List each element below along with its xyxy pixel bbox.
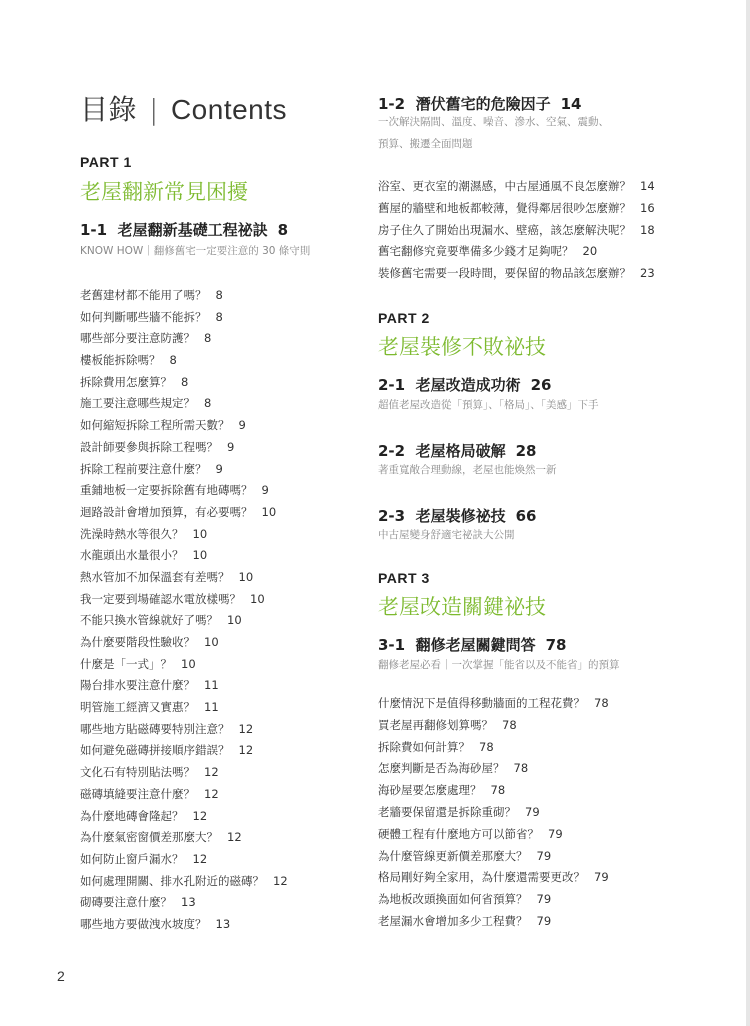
toc-entry-page: 13 [181, 895, 196, 910]
section-2-2-subtitle: 著重寬敞合理動線，老屋也能煥然一新 [378, 464, 557, 476]
toc-entry-question: 為地板改頭換面如何省預算？ [378, 892, 528, 907]
section-title: 老屋裝修祕技 [415, 507, 506, 525]
toc-entry-question: 老舊建材都不能用了嗎？ [80, 288, 207, 302]
toc-entry[interactable] [80, 719, 288, 741]
toc-entry[interactable] [80, 480, 288, 502]
toc-entry-question: 我一定要到場確認水電放樣嗎？ [80, 591, 241, 606]
section-code: 3-1 [378, 636, 406, 654]
toc-entry-question: 浴室、更衣室的潮濕感，中古屋通風不良怎麼辦？ [378, 179, 631, 193]
toc-entry-question: 怎麼判斷是否為海砂屋？ [378, 761, 505, 776]
toc-entry-question: 不能只換水管線就好了嗎？ [80, 613, 218, 628]
toc-entry-page: 12 [227, 830, 242, 845]
section-page: 66 [515, 507, 537, 525]
toc-entry[interactable] [80, 762, 288, 784]
toc-entry[interactable] [80, 632, 288, 654]
section-1-2-subtitle-line1: 一次解決隔間、溫度、噪音、滲水、空氣、震動、 [378, 116, 609, 128]
toc-entry-page: 10 [181, 656, 196, 671]
toc-entry-question: 洗澡時熱水等很久？ [80, 526, 184, 541]
toc-entry[interactable] [80, 871, 288, 893]
toc-entry[interactable] [80, 524, 288, 546]
toc-entry-page: 79 [536, 892, 552, 907]
toc-entry-question: 硬體工程有什麼地方可以節省？ [378, 826, 539, 841]
toc-entry-page: 79 [594, 870, 609, 885]
toc-entry[interactable] [378, 198, 655, 220]
section-1-2-items [378, 176, 655, 285]
toc-entry-question: 舊屋的牆壁和地板都較薄，覺得鄰居很吵怎麼辦？ [378, 200, 631, 215]
toc-entry[interactable] [80, 675, 288, 697]
toc-entry-question: 為什麼管線更新價差那麼大？ [378, 848, 528, 863]
section-2-1-subtitle: 超值老屋改造從「預算」、「格局」、「美感」下手 [378, 399, 599, 411]
toc-entry-question: 什麼情況下是值得移動牆面的工程花費？ [378, 696, 585, 710]
toc-entry-page: 9 [215, 461, 223, 476]
toc-entry-page: 78 [490, 783, 506, 798]
toc-entry-page: 8 [204, 396, 212, 411]
toc-entry-page: 12 [204, 786, 219, 801]
toc-entry-page: 11 [204, 700, 219, 715]
toc-entry[interactable] [378, 693, 609, 715]
toc-entry-question: 重鋪地板一定要拆除舊有地磚嗎？ [80, 483, 253, 498]
toc-entry-page: 10 [238, 569, 254, 584]
toc-entry[interactable] [80, 914, 288, 936]
toc-entry-question: 拆除費如何計算？ [378, 739, 470, 754]
part1-title: 老屋翻新常見困擾 [80, 180, 248, 204]
page-title [80, 88, 287, 128]
toc-entry-page: 12 [238, 721, 254, 736]
toc-entry[interactable] [80, 827, 288, 849]
title-en: Contents [170, 94, 288, 125]
section-1-1-heading[interactable] [80, 219, 288, 240]
toc-entry-question: 如何縮短拆除工程所需天數？ [80, 418, 230, 433]
toc-entry-question: 房子住久了開始出現漏水、壁癌，該怎麼解決呢？ [378, 222, 631, 237]
section-2-2-heading[interactable] [378, 440, 536, 461]
toc-entry-page: 20 [582, 244, 598, 259]
toc-entry-question: 水龍頭出水量很小？ [80, 548, 184, 563]
toc-entry-page: 9 [238, 418, 246, 433]
section-code: 1-2 [378, 95, 406, 113]
toc-entry-page: 10 [250, 591, 265, 606]
toc-entry-question: 設計師要參與拆除工程嗎？ [80, 439, 218, 454]
toc-entry[interactable] [80, 610, 288, 632]
toc-entry[interactable] [378, 867, 609, 889]
toc-entry[interactable] [80, 285, 288, 307]
toc-entry-question: 格局剛好夠全家用，為什麼還需要更改？ [378, 870, 585, 885]
toc-entry-question: 陽台排水要注意什麼？ [80, 678, 195, 693]
section-code: 2-2 [378, 442, 406, 460]
section-code: 2-3 [378, 507, 406, 525]
toc-entry-page: 10 [261, 504, 277, 519]
toc-entry-question: 買老屋再翻修划算嗎？ [378, 717, 493, 732]
section-3-1-subtitle: 翻修老屋必看｜一次掌握「能省以及不能省」的預算 [378, 659, 620, 671]
toc-entry-page: 9 [261, 483, 269, 498]
toc-entry-page: 13 [215, 916, 231, 931]
toc-entry-page: 18 [640, 222, 655, 237]
toc-entry[interactable] [378, 911, 609, 933]
title-separator: | [149, 93, 159, 126]
toc-entry[interactable] [378, 758, 609, 780]
toc-entry-page: 79 [536, 848, 552, 863]
toc-entry-page: 12 [238, 743, 254, 758]
toc-entry-question: 拆除工程前要注意什麼？ [80, 461, 207, 476]
toc-entry[interactable] [378, 824, 609, 846]
toc-entry-question: 如何防止窗戶漏水？ [80, 851, 184, 866]
toc-entry[interactable] [378, 176, 655, 198]
toc-entry-question: 迴路設計會增加預算，有必要嗎？ [80, 504, 253, 519]
toc-entry-question: 如何判斷哪些牆不能拆？ [80, 309, 207, 324]
toc-entry[interactable] [80, 328, 288, 350]
toc-entry-page: 10 [204, 635, 219, 649]
toc-entry-question: 為什麼地磚會隆起？ [80, 808, 184, 823]
toc-entry[interactable] [80, 589, 288, 611]
toc-entry-question: 明管施工經濟又實惠？ [80, 700, 195, 715]
title-zh: 目錄 [80, 93, 138, 126]
section-page: 28 [515, 442, 537, 460]
toc-entry-question: 如何處理開關、排水孔附近的磁磚？ [80, 873, 264, 888]
section-1-1-items [80, 285, 288, 936]
toc-entry-page: 79 [525, 804, 540, 819]
section-1-2-subtitle-line2: 預算、搬遷全面問題 [378, 138, 473, 150]
toc-entry-page: 12 [192, 851, 208, 866]
toc-entry-page: 8 [215, 309, 223, 324]
toc-entry-question: 文化石有特別貼法嗎？ [80, 765, 195, 780]
part2-label: PART 2 [378, 310, 430, 326]
part3-title: 老屋改造關鍵祕技 [378, 595, 546, 619]
toc-entry-page: 9 [227, 439, 235, 454]
toc-entry[interactable] [378, 220, 655, 242]
toc-entry-page: 14 [640, 179, 655, 193]
section-2-3-subtitle: 中古屋變身舒適宅祕訣大公開 [378, 529, 515, 541]
toc-entry-page: 16 [640, 200, 655, 215]
toc-entry[interactable] [378, 263, 655, 285]
toc-entry[interactable] [80, 393, 288, 415]
toc-entry-question: 拆除費用怎麼算？ [80, 374, 172, 389]
toc-entry-page: 79 [548, 826, 563, 841]
toc-entry-page: 12 [204, 765, 219, 780]
toc-entry[interactable] [80, 545, 288, 567]
toc-entry-question: 砌磚要注意什麼？ [80, 895, 172, 910]
toc-entry[interactable] [80, 415, 288, 437]
toc-entry[interactable] [80, 459, 288, 481]
toc-entry-page: 12 [273, 873, 288, 888]
page-number: 2 [57, 968, 65, 984]
toc-entry-page: 78 [502, 717, 517, 732]
toc-entry[interactable] [80, 437, 288, 459]
part3-label: PART 3 [378, 570, 430, 586]
section-title: 翻修老屋關鍵問答 [415, 636, 536, 654]
toc-entry[interactable] [378, 802, 609, 824]
section-3-1-heading[interactable] [378, 634, 566, 655]
section-2-3-heading[interactable] [378, 505, 536, 526]
toc-entry-question: 老屋漏水會增加多少工程費？ [378, 913, 528, 928]
toc-entry-question: 海砂屋要怎麼處理？ [378, 783, 482, 798]
toc-entry[interactable] [80, 849, 288, 871]
section-page: 14 [560, 95, 582, 113]
toc-entry-question: 施工要注意哪些規定？ [80, 396, 195, 411]
toc-entry-question: 磁磚填縫要注意什麼？ [80, 786, 195, 801]
toc-entry-page: 8 [181, 374, 189, 389]
toc-entry[interactable] [378, 846, 609, 868]
section-code: 2-1 [378, 376, 406, 394]
toc-entry[interactable] [80, 892, 288, 914]
section-page: 8 [277, 221, 289, 239]
page-edge [746, 0, 750, 1026]
section-title: 潛伏舊宅的危險因子 [415, 95, 551, 113]
toc-entry[interactable] [80, 502, 288, 524]
toc-entry[interactable] [378, 780, 609, 802]
section-code: 1-1 [80, 221, 108, 239]
section-title: 老屋翻新基礎工程祕訣 [117, 221, 268, 239]
part2-title: 老屋裝修不敗祕技 [378, 335, 546, 359]
toc-entry[interactable] [80, 697, 288, 719]
toc-entry[interactable] [378, 241, 655, 263]
toc-entry-question: 什麼是「一式」？ [80, 656, 172, 671]
section-1-1-subtitle: KNOW HOW｜翻修舊宅一定要注意的 30 條守則 [80, 245, 311, 257]
section-3-1-items [378, 693, 609, 933]
toc-entry-page: 8 [215, 288, 223, 302]
section-title: 老屋格局破解 [415, 442, 506, 460]
toc-entry[interactable] [378, 715, 609, 737]
toc-entry-page: 10 [192, 548, 208, 563]
toc-entry-question: 如何避免磁磚拼接順序錯誤？ [80, 743, 230, 758]
toc-entry[interactable] [80, 806, 288, 828]
toc-entry-question: 哪些地方要做洩水坡度？ [80, 916, 207, 931]
toc-entry[interactable] [80, 784, 288, 806]
toc-entry-page: 11 [204, 678, 219, 693]
toc-entry-page: 8 [169, 353, 177, 368]
toc-entry-question: 舊宅翻修究竟要準備多少錢才足夠呢？ [378, 244, 574, 259]
toc-entry-question: 裝修舊宅需要一段時間，要保留的物品該怎麼辦？ [378, 266, 631, 281]
toc-entry-page: 8 [204, 331, 212, 346]
toc-entry[interactable] [80, 654, 288, 676]
toc-entry[interactable] [80, 350, 288, 372]
toc-entry-page: 78 [479, 739, 494, 754]
toc-entry-page: 79 [536, 913, 552, 928]
toc-entry[interactable] [80, 307, 288, 329]
section-page: 78 [545, 636, 567, 654]
toc-entry-page: 78 [513, 761, 529, 776]
toc-entry-question: 為什麼要階段性驗收？ [80, 635, 195, 649]
toc-entry-page: 10 [192, 526, 208, 541]
toc-entry-page: 23 [640, 266, 655, 281]
section-2-1-heading[interactable] [378, 374, 551, 395]
toc-entry-question: 為什麼氣密窗價差那麼大？ [80, 830, 218, 845]
toc-entry-page: 10 [227, 613, 242, 628]
toc-entry[interactable] [80, 372, 288, 394]
toc-entry-question: 樓板能拆除嗎？ [80, 353, 161, 368]
section-title: 老屋改造成功術 [415, 376, 521, 394]
section-page: 26 [530, 376, 552, 394]
part1-label: PART 1 [80, 154, 132, 170]
toc-entry-question: 哪些地方貼磁磚要特別注意？ [80, 721, 230, 736]
toc-entry[interactable] [378, 889, 609, 911]
toc-entry-question: 熱水管加不加保溫套有差嗎？ [80, 569, 230, 584]
toc-entry[interactable] [80, 567, 288, 589]
toc-entry[interactable] [80, 740, 288, 762]
toc-entry-question: 哪些部分要注意防護？ [80, 331, 195, 346]
toc-entry-question: 老牆要保留還是拆除重砌？ [378, 804, 516, 819]
toc-entry-page: 12 [192, 808, 208, 823]
toc-entry[interactable] [378, 737, 609, 759]
toc-entry-page: 78 [594, 696, 609, 710]
